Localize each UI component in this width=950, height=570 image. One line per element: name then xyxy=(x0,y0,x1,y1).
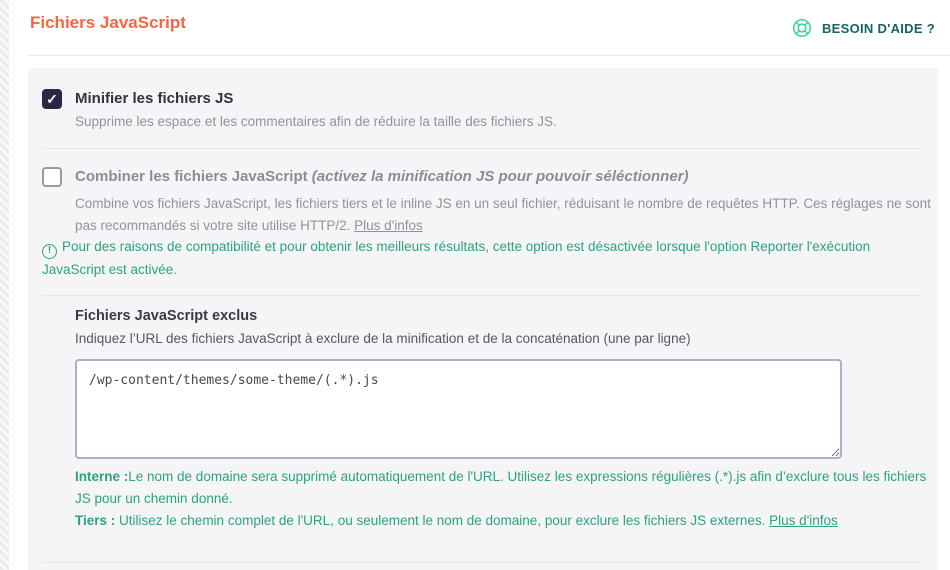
need-help-label: BESOIN D'AIDE ? xyxy=(821,20,935,36)
minify-js-label[interactable]: Minifier les fichiers JS xyxy=(75,90,234,107)
exclude-more-info-link[interactable]: Plus d'infos xyxy=(769,513,838,528)
help-interne-text: Le nom de domaine sera supprimé automatiquement de l'URL. Utilisez les expressions régulières (.*).js afin d’exclure tous les fichiers JS pour un chemin donné. xyxy=(75,469,927,506)
page-title: Fichiers JavaScript xyxy=(30,13,186,32)
combine-more-info-link[interactable]: Plus d'infos xyxy=(354,218,423,233)
help-tiers-label: Tiers : xyxy=(75,513,116,528)
combine-js-label[interactable] xyxy=(75,168,689,185)
compatibility-notice-text: Pour des raisons de compatibilité et pour obtenir les meilleurs résultats, cette option est désactivée lorsque l'option Reporter l'exécution JavaScript est activée. xyxy=(42,239,871,277)
page-edge-stripe xyxy=(0,0,9,570)
minify-js-description: Supprime les espace et les commentaires afin de réduire la taille des fichiers JS. xyxy=(75,114,557,129)
combine-js-description xyxy=(75,193,933,237)
combine-js-label-text: Combiner les fichiers JavaScript xyxy=(75,168,308,185)
section-divider xyxy=(42,148,922,149)
excluded-js-title: Fichiers JavaScript exclus xyxy=(75,308,258,324)
need-help-link[interactable] xyxy=(791,17,935,39)
compatibility-notice xyxy=(42,236,926,281)
minify-js-checkbox[interactable] xyxy=(42,89,62,109)
warning-circle-icon: ! xyxy=(42,244,57,259)
combine-js-label-note: (activez la minification JS pour pouvoir séléctionner) xyxy=(311,168,689,185)
help-interne-label: Interne : xyxy=(75,469,129,484)
section-divider xyxy=(42,295,922,296)
excluded-js-subtitle: Indiquez l’URL des fichiers JavaScript à exclure de la minification et de la concaténation (une par ligne) xyxy=(75,331,691,346)
header-divider xyxy=(28,55,950,56)
settings-card xyxy=(28,68,938,570)
help-tiers-line xyxy=(75,510,931,532)
combine-js-description-text: Combine vos fichiers JavaScript, les fichiers tiers et le inline JS en un seul fichier, réduisant le nombre de requêtes HTTP. Ces réglages ne sont pas recommandés si votre site utilise HTTP/2. xyxy=(75,196,931,233)
checkmark-icon: ✓ xyxy=(46,91,58,107)
excluded-js-textarea[interactable] xyxy=(75,359,842,459)
help-interne-line xyxy=(75,466,931,510)
lifebuoy-icon xyxy=(791,17,813,39)
combine-js-checkbox[interactable] xyxy=(42,167,62,187)
bottom-divider xyxy=(42,562,922,563)
excluded-js-help xyxy=(75,466,931,532)
help-tiers-text: Utilisez le chemin complet de l'URL, ou seulement le nom de domaine, pour exclure les fichiers JS externes. xyxy=(115,513,770,528)
